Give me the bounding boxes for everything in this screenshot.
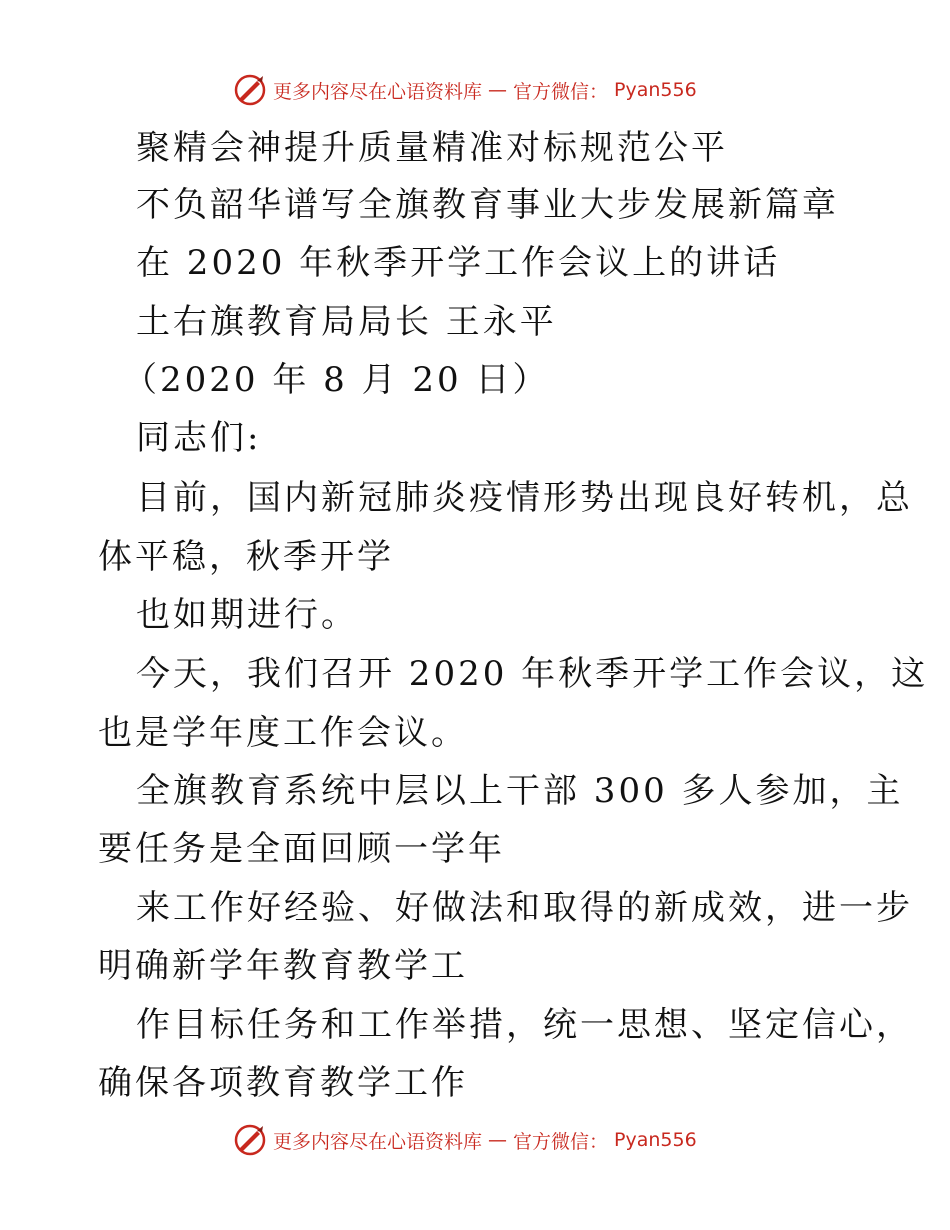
- banner-dash: —: [488, 79, 508, 101]
- paragraph-line: 今天，我们召开 2020 年秋季开学工作会议，这: [136, 654, 929, 694]
- doc-title-line-1: 聚精会神提升质量精准对标规范公平: [136, 128, 728, 168]
- doc-salutation: 同志们:: [136, 418, 262, 458]
- paragraph-line: 全旗教育系统中层以上干部 300 多人参加，主: [136, 771, 904, 811]
- paragraph-line: 体平稳，秋季开学: [98, 537, 394, 577]
- quill-pen-logo-icon: [233, 73, 267, 107]
- banner-text: 更多内容尽在心语资料库: [273, 1130, 483, 1153]
- doc-title-line-2: 不负韶华谱写全旗教育事业大步发展新篇章: [136, 185, 839, 225]
- paragraph-line: 确保各项教育教学工作: [98, 1063, 468, 1103]
- banner-text: 更多内容尽在心语资料库: [273, 80, 483, 103]
- paragraph-line: 作目标任务和工作举措，统一思想、坚定信心，: [136, 1005, 913, 1045]
- paragraph-line: 也是学年度工作会议。: [98, 713, 468, 753]
- paragraph-line: 来工作好经验、好做法和取得的新成效，进一步: [136, 888, 913, 928]
- doc-date: （2020 年 8 月 20 日）: [123, 360, 550, 400]
- banner-wechat-id: Pyan556: [614, 1129, 697, 1151]
- paragraph-line: 要任务是全面回顾一学年: [98, 829, 505, 869]
- banner-wechat-id: Pyan556: [614, 79, 697, 101]
- banner-official: 官方微信：: [513, 80, 609, 103]
- doc-author: 土右旗教育局局长 王永平: [136, 302, 557, 342]
- paragraph-line: 明确新学年教育教学工: [98, 946, 468, 986]
- banner-official: 官方微信：: [513, 1130, 609, 1153]
- doc-subtitle: 在 2020 年秋季开学工作会议上的讲话: [136, 243, 781, 283]
- banner-dash: —: [488, 1129, 508, 1151]
- header-watermark-banner: [233, 70, 697, 110]
- paragraph-line: 也如期进行。: [136, 595, 358, 635]
- paragraph-line: 目前，国内新冠肺炎疫情形势出现良好转机，总: [136, 478, 913, 518]
- footer-watermark-banner: [233, 1120, 697, 1160]
- quill-pen-logo-icon: [233, 1123, 267, 1157]
